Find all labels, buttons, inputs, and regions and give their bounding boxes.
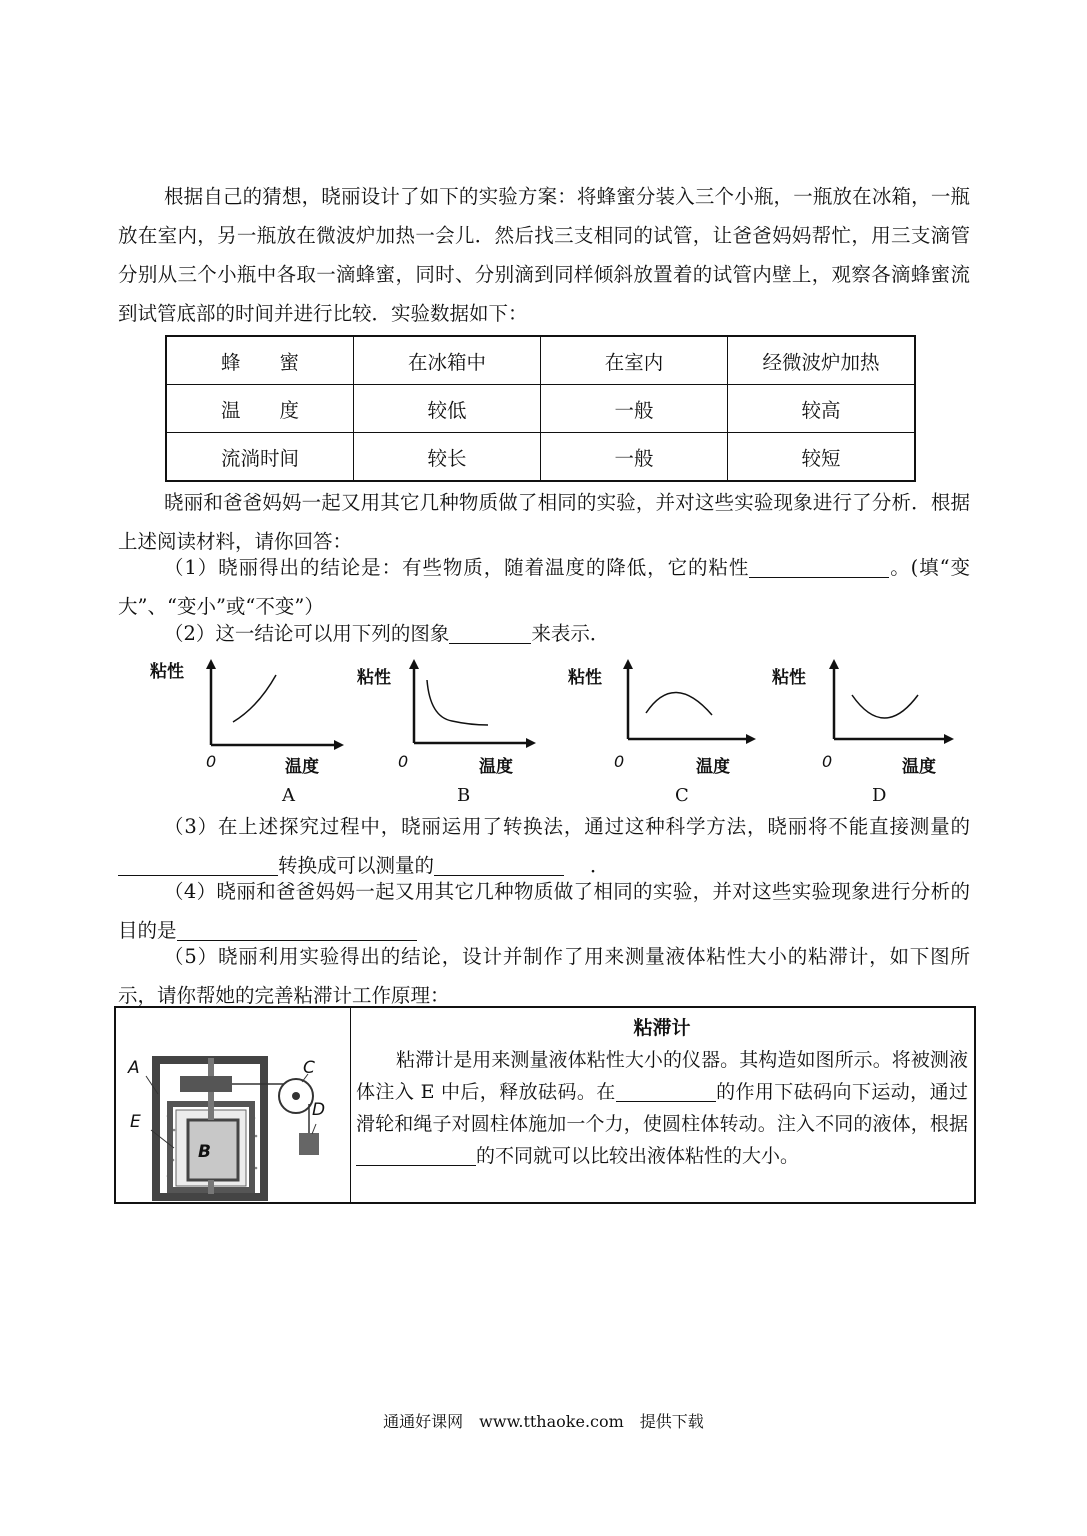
graph-a-curve bbox=[233, 675, 276, 722]
page-footer: 通通好课网 www.tthaoke.com 提供下载 bbox=[383, 1412, 704, 1431]
label-b: B bbox=[198, 1142, 211, 1162]
column-divider bbox=[350, 1008, 351, 1202]
graph-a bbox=[148, 655, 348, 805]
x-axis-label: 温度 bbox=[696, 757, 730, 777]
graph-b-letter: B bbox=[457, 785, 471, 806]
viscometer-principle: 粘滞计是用来测量液体粘性大小的仪器。其构造如图所示。将被测液体注入 E 中后，释放砝码。在 的作用下砝码向下运动，通过滑轮和绳子对圆柱体施加一个力，使圆柱体转动。注入不同的液体，根据的不同就可以比较出液体粘性的大小。 bbox=[356, 1049, 968, 1167]
table-cell: 流淌时间 bbox=[166, 433, 354, 482]
label-d: D bbox=[312, 1100, 326, 1120]
question-2: （2）这一结论可以用下列的图象 来表示． bbox=[164, 622, 610, 645]
table-cell: 一般 bbox=[541, 385, 728, 433]
table-cell: 在室内 bbox=[541, 336, 728, 385]
table-row bbox=[166, 385, 915, 433]
y-axis-label: 粘性 bbox=[357, 668, 391, 688]
table-row bbox=[166, 433, 915, 482]
origin-label: 0 bbox=[822, 752, 833, 771]
graph-d bbox=[772, 655, 972, 805]
table-cell: 较长 bbox=[354, 433, 541, 482]
table-header-row bbox=[166, 336, 915, 385]
viscometer-box bbox=[114, 1006, 976, 1204]
graph-a-letter: A bbox=[282, 785, 295, 806]
question-3: （3）在上述探究过程中，晓丽运用了转换法，通过这种科学方法，晓丽将不能直接测量的转换成可以测量的 ． bbox=[118, 807, 970, 885]
label-c: C bbox=[303, 1058, 315, 1078]
y-axis-label: 粘性 bbox=[150, 662, 184, 682]
question-5: （5）晓丽利用实验得出的结论，设计并制作了用来测量液体粘性大小的粘滞计，如下图所示，请你帮她的完善粘滞计工作原理： bbox=[118, 945, 970, 1007]
question-1: （1）晓丽得出的结论是：有些物质，随着温度的降低，它的粘性 。(填“变大”、“变小”或“不变”） bbox=[118, 556, 970, 618]
table-cell: 温 度 bbox=[166, 385, 354, 433]
label-a: A bbox=[128, 1058, 140, 1078]
table-cell: 较低 bbox=[354, 385, 541, 433]
answer-blank-2[interactable] bbox=[449, 621, 531, 644]
x-axis-label: 温度 bbox=[285, 757, 319, 777]
label-e: E bbox=[130, 1112, 141, 1132]
graph-a-axes bbox=[148, 655, 348, 805]
table-cell: 一般 bbox=[541, 433, 728, 482]
origin-label: 0 bbox=[614, 752, 625, 771]
experiment-data-table bbox=[165, 335, 916, 482]
y-axis-label: 粘性 bbox=[772, 668, 806, 688]
question-4: （4）晓丽和爸爸妈妈一起又用其它几种物质做了相同的实验，并对这些实验现象进行分析的目的是 bbox=[118, 880, 970, 942]
graph-b-axes bbox=[352, 655, 552, 805]
graph-d-axes bbox=[772, 655, 972, 805]
graph-c-axes bbox=[566, 655, 766, 805]
origin-label: 0 bbox=[398, 752, 409, 771]
x-axis-label: 温度 bbox=[902, 757, 936, 777]
origin-label: 0 bbox=[206, 752, 217, 771]
after-table-paragraph: 晓丽和爸爸妈妈一起又用其它几种物质做了相同的实验，并对这些实验现象进行了分析．根据上述阅读材料，请你回答： bbox=[118, 491, 970, 553]
graph-c-curve bbox=[646, 692, 712, 715]
graph-d-letter: D bbox=[872, 785, 887, 806]
graph-c-letter: C bbox=[675, 785, 689, 806]
answer-blank-5b[interactable] bbox=[356, 1143, 476, 1166]
answer-blank-1[interactable] bbox=[749, 555, 889, 578]
graph-b-curve bbox=[427, 680, 488, 725]
graph-d-curve bbox=[852, 695, 918, 718]
table-cell: 蜂 蜜 bbox=[166, 336, 354, 385]
viscometer-title: 粘滞计 bbox=[633, 1017, 691, 1039]
graph-c bbox=[566, 655, 766, 805]
table-cell: 在冰箱中 bbox=[354, 336, 541, 385]
intro-paragraph: 根据自己的猜想，晓丽设计了如下的实验方案：将蜂蜜分装入三个小瓶，一瓶放在冰箱，一瓶放在室内，另一瓶放在微波炉加热一会儿．然后找三支相同的试管，让爸爸妈妈帮忙，用三支滴管分别从三个小瓶中各取一滴蜂蜜，同时、分别滴到同样倾斜放置着的试管内壁上，观察各滴蜂蜜流到试管底部的时间并进行比较．实验数据如下： bbox=[118, 185, 970, 325]
y-axis-label: 粘性 bbox=[568, 668, 602, 688]
table-cell: 较短 bbox=[728, 433, 916, 482]
graph-b bbox=[352, 655, 552, 805]
table-cell: 较高 bbox=[728, 385, 916, 433]
viscometer-description bbox=[356, 1012, 968, 1172]
x-axis-label: 温度 bbox=[479, 757, 513, 777]
table-cell: 经微波炉加热 bbox=[728, 336, 916, 385]
answer-blank-5a[interactable] bbox=[616, 1079, 716, 1102]
